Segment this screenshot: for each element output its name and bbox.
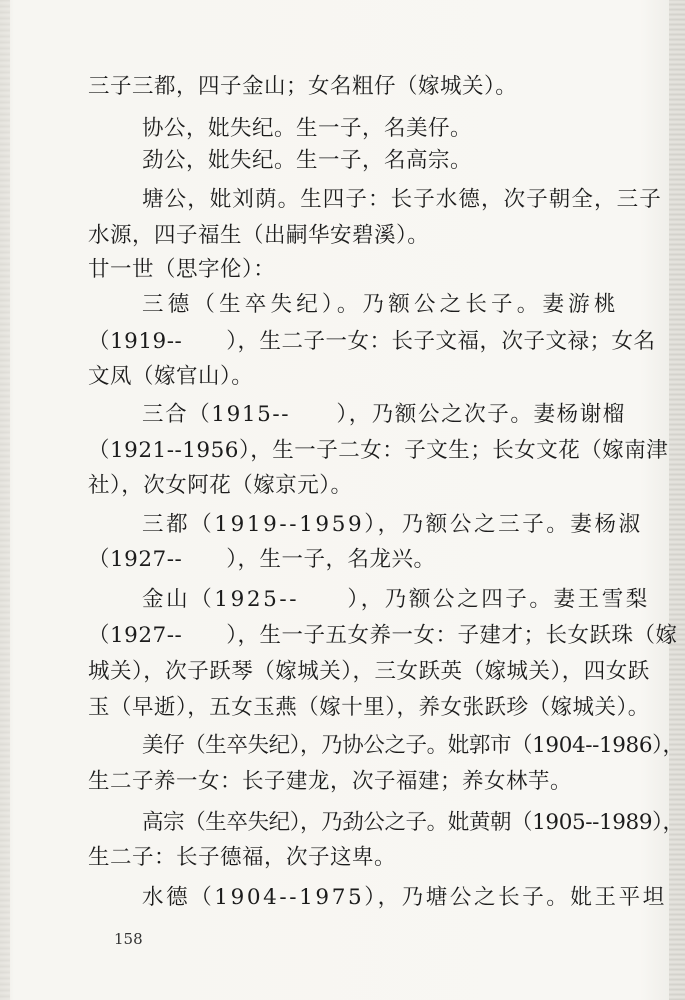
page-number: 158 [114, 930, 143, 948]
text-line: （1927-- ），生一子五女养一女：子建才；长女跃珠（嫁 [88, 623, 678, 648]
section-heading: 廿一世（思字伦）： [88, 257, 276, 282]
text-line: 高宗（生卒失纪），乃劲公之子。妣黄朝（1905--1989）， [142, 810, 684, 835]
text-line: 玉（早逝），五女玉燕（嫁十里），养女张跃珍（嫁城关）。 [88, 695, 650, 720]
text-line: 协公，妣失纪。生一子，名美仔。 [142, 116, 473, 141]
text-line: （1921--1956），生一子二女：子文生；长女文花（嫁南津 [88, 438, 669, 463]
text-line: 水德（1904--1975），乃塘公之长子。妣王平坦 [142, 885, 667, 910]
text-line: 生二子：长子德福，次子这卑。 [88, 845, 397, 870]
text-line: 三都（1919--1959），乃额公之三子。妻杨淑 [142, 512, 643, 537]
text-line: 金山（1925-- ），乃额公之四子。妻王雪梨 [142, 587, 650, 612]
text-line: 美仔（生卒失纪），乃协公之子。妣郭市（1904--1986）， [142, 733, 684, 758]
text-line: （1927-- ），生一子，名龙兴。 [88, 547, 436, 572]
text-line: 城关），次子跃琴（嫁城关），三女跃英（嫁城关），四女跃 [88, 659, 650, 684]
text-line: 三合（1915-- ），乃额公之次子。妻杨谢榴 [142, 402, 626, 427]
text-line: 塘公，妣刘荫。生四子：长子水德，次子朝全，三子 [142, 187, 662, 212]
text-line: 社），次女阿花（嫁京元）。 [88, 473, 353, 498]
text-line: 三子三都，四子金山；女名粗仔（嫁城关）。 [88, 74, 518, 99]
text-line: 劲公，妣失纪。生一子，名高宗。 [142, 148, 473, 173]
text-line: 生二子养一女：长子建龙，次子福建；养女林芋。 [88, 769, 573, 794]
text-line: 文凤（嫁官山）。 [88, 364, 254, 389]
text-line: 三德（生卒失纪）。乃额公之长子。妻游桃 [142, 292, 620, 317]
text-line: （1919-- ），生二子一女：长子文福，次子文禄；女名 [88, 329, 656, 354]
text-line: 水源，四子福生（出嗣华安碧溪）。 [88, 223, 430, 248]
